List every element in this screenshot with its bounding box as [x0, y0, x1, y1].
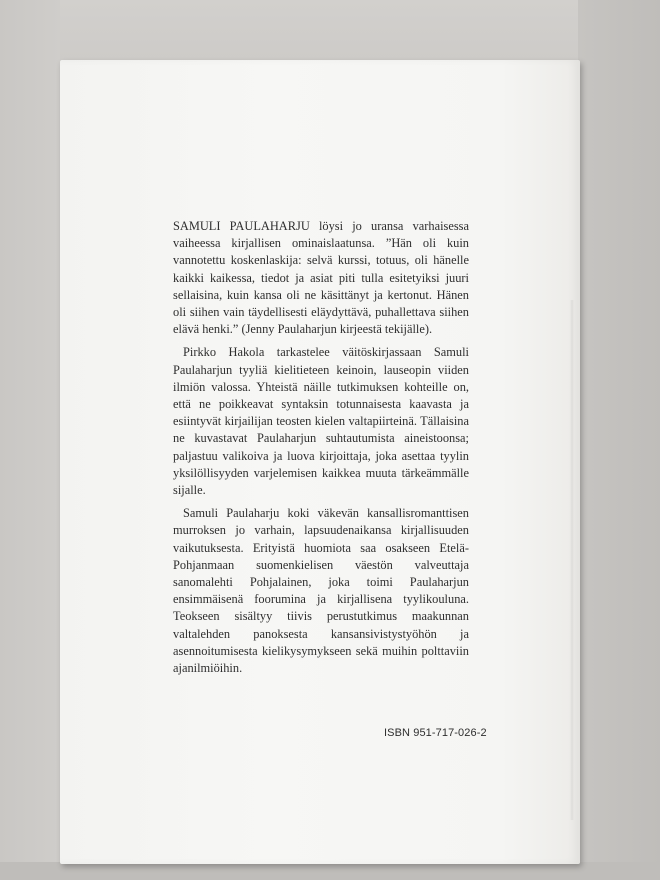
table-surface-bottom: [0, 862, 660, 880]
table-surface-left: [0, 0, 60, 880]
cover-crease: [570, 300, 574, 820]
table-surface-right: [578, 0, 660, 880]
blurb-paragraph-2: Pirkko Hakola tarkastelee väitöskirjassaan Samuli Paulaharjun tyyliä kielitieteen keinoin, lauseopin viiden ilmiön valossa. Yhteistä näille tutkimuksen kohteille on, että ne poikkeavat syntaksin totunnaisesta kaavasta ja esiintyvät kirjailijan teosten kielen valtapiirteinä. Tällaisina ne kuvastavat Paulaharjun suhtautumista aineistoonsa; paljastuu valikoiva ja luova kirjoittaja, joka asettaa tyylin yksilöllisyyden varjelemisen kaikkea muuta tärkeämmälle sijalle.: [173, 345, 469, 498]
back-cover-blurb: [173, 218, 469, 683]
blurb-paragraph-3: Samuli Paulaharju koki väkevän kansallisromanttisen murroksen jo varhain, lapsuudenaikansa kirjallisuuden vaikutuksesta. Erityistä huomiota saa osakseen Etelä-Pohjanmaan suomenkielisen väestön valveuttaja sanomalehti Pohjalainen, joka toimi Paulaharjun ensimmäisenä foorumina ja kirjallisena tyylikouluna. Teokseen sisältyy tiivis perustutkimus maakunnan valtalehden panoksesta kansansivistystyöhön ja asennoitumisesta kielikysymykseen sekä muihin polttaviin ajanilmiöihin.: [173, 506, 469, 676]
isbn-number: ISBN 951-717-026-2: [384, 727, 487, 739]
blurb-paragraph-1: SAMULI PAULAHARJU löysi jo uransa varhaisessa vaiheessa kirjallisen ominaislaatunsa. ”Hän oli kuin vannotettu koskenlaskija: selvä kurssi, totuus, oli hänelle kaikki kaikessa, tiedot ja asiat piti tulla esitetyiksi juuri sellaisina, kuin kansa oli ne käsittänyt ja kertonut. Hänen oli siihen vain täydellisesti eläydyttävä, puhallettava siihen elävä henki.” (Jenny Paulaharjun kirjeestä tekijälle).: [173, 219, 469, 337]
table-surface-top: [0, 0, 660, 60]
